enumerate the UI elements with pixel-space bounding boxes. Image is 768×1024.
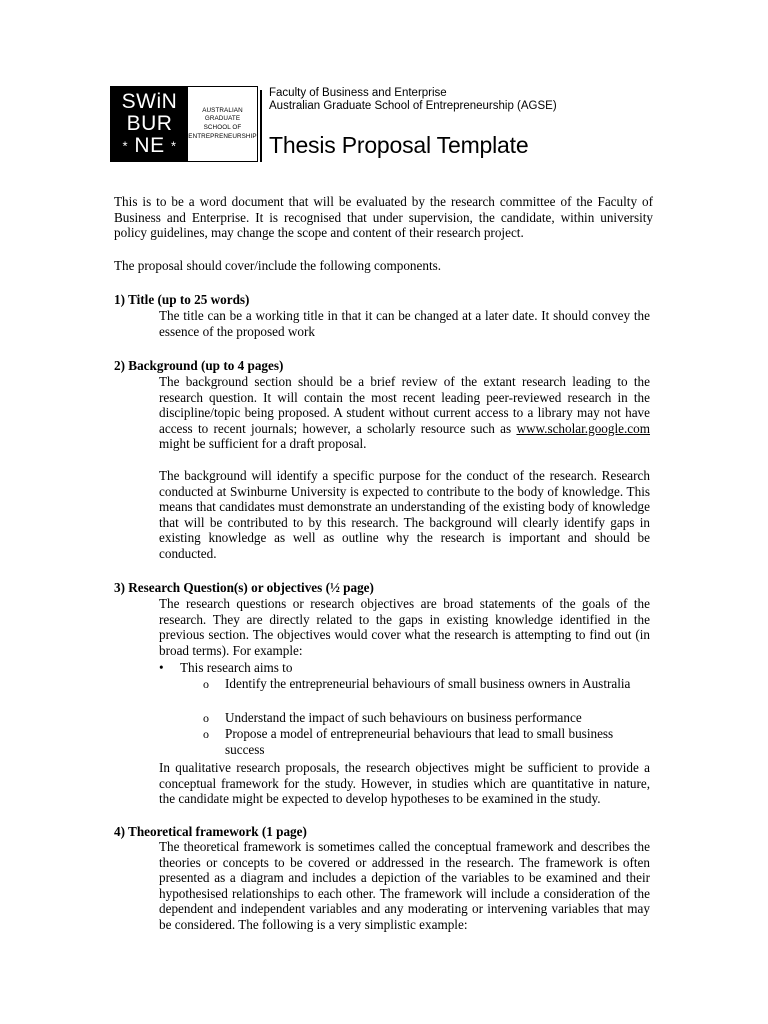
logo-school-text [188, 87, 257, 161]
logo-line-3-row [123, 135, 177, 157]
background-paragraph-2: The background will identify a specific purpose for the conduct of the research. Research conducted at Swinburne University is expected to contribute to the body of knowledge. This means that candidates must demonstrate an understanding of the existing body of knowledge that will be contributed to by this research. The background will clearly identify gaps in existing knowledge as well as outline why the research is important and should be conducted. [159, 468, 650, 561]
sub-bullet-marker: o [203, 727, 209, 741]
swinburne-logo [110, 86, 258, 162]
intro-paragraph: This is to be a word document that will be evaluated by the research committee of the Faculty of Business and Enterprise. It is recognised that under supervision, the candidate, within university policy guidelines, may change the scope and content of their research project. [114, 194, 653, 241]
logo-text-line: AUSTRALIAN [202, 106, 243, 114]
page-title: Thesis Proposal Template [269, 132, 529, 158]
scholar-google-link[interactable]: www.scholar.google.com [516, 420, 650, 436]
sub-bullet-marker: o [203, 677, 209, 691]
background-text-1-end: might be sufficient for a draft proposal. [159, 436, 367, 452]
school-name: Australian Graduate School of Entrepreneurship (AGSE) [269, 100, 557, 112]
sub-item-2: Understand the impact of such behaviours on business performance [225, 710, 582, 725]
document-header [110, 86, 630, 162]
questions-closing: In qualitative research proposals, the research objectives might be sufficient to provide a conceptual framework for the study. However, in studies which are quantitative in nature, the candidate might be expected to develop hypotheses to be examined in the study. [159, 760, 650, 807]
section-heading-title: 1) Title (up to 25 words) [114, 292, 250, 307]
sub-item-3: Propose a model of entrepreneurial behaviours that lead to small business success [225, 726, 614, 757]
section-text-title: The title can be a working title in that it can be changed at a later date. It should convey the essence of the proposed work [159, 308, 650, 339]
section-heading-questions: 3) Research Question(s) or objectives (½ page) [114, 580, 374, 595]
logo-text-line: SCHOOL OF [203, 124, 242, 131]
section-heading-framework: 4) Theoretical framework (1 page) [114, 824, 307, 839]
sub-bullet-marker: o [203, 711, 209, 725]
logo-line-1: SWiN [121, 89, 178, 113]
background-text-1: The background section should be a brief review of the extant research leading to the research question. It will contain the most recent leading peer-reviewed research in the discipline/topic being proposed. A student without current access to a library may not have access to recent journals; however, a scholarly resource such as [159, 374, 650, 436]
sub-item-1: Identify the entrepreneurial behaviours of small business owners in Australia [225, 676, 631, 691]
logo-wordmark [111, 87, 188, 161]
questions-text: The research questions or research objectives are broad statements of the goals of the research. They are directly related to the gaps in existing knowledge identified in the previous section. The objectives would cover what the research is attempting to find out (in broad terms). For example: [159, 596, 650, 658]
faculty-info [269, 87, 557, 113]
faculty-name: Faculty of Business and Enterprise [269, 87, 447, 99]
components-intro: The proposal should cover/include the following components. [114, 258, 442, 273]
header-divider [260, 90, 262, 162]
logo-line-2: BUR [126, 111, 173, 135]
logo-line-3: NE [134, 133, 165, 157]
star-icon: * [170, 138, 177, 154]
logo-text-line: ENTREPRENEURSHIP [188, 132, 257, 140]
logo-text-line: GRADUATE [204, 115, 241, 123]
star-icon: * [122, 138, 129, 154]
section-heading-background: 2) Background (up to 4 pages) [114, 358, 284, 373]
framework-text: The theoretical framework is sometimes called the conceptual framework and describes the theories or concepts to be covered or addressed in the research. The framework is often presented as a diagram and includes a depiction of the variables to be examined and their hypothesised relationships to each other. The framework will include a consideration of the dependent and independent variables and any moderating or intervening variables that may be considered. The following is a very simplistic example: [159, 839, 650, 932]
bullet-item: This research aims to [180, 660, 293, 675]
background-paragraph-1 [159, 374, 650, 452]
bullet-marker: • [159, 660, 164, 675]
